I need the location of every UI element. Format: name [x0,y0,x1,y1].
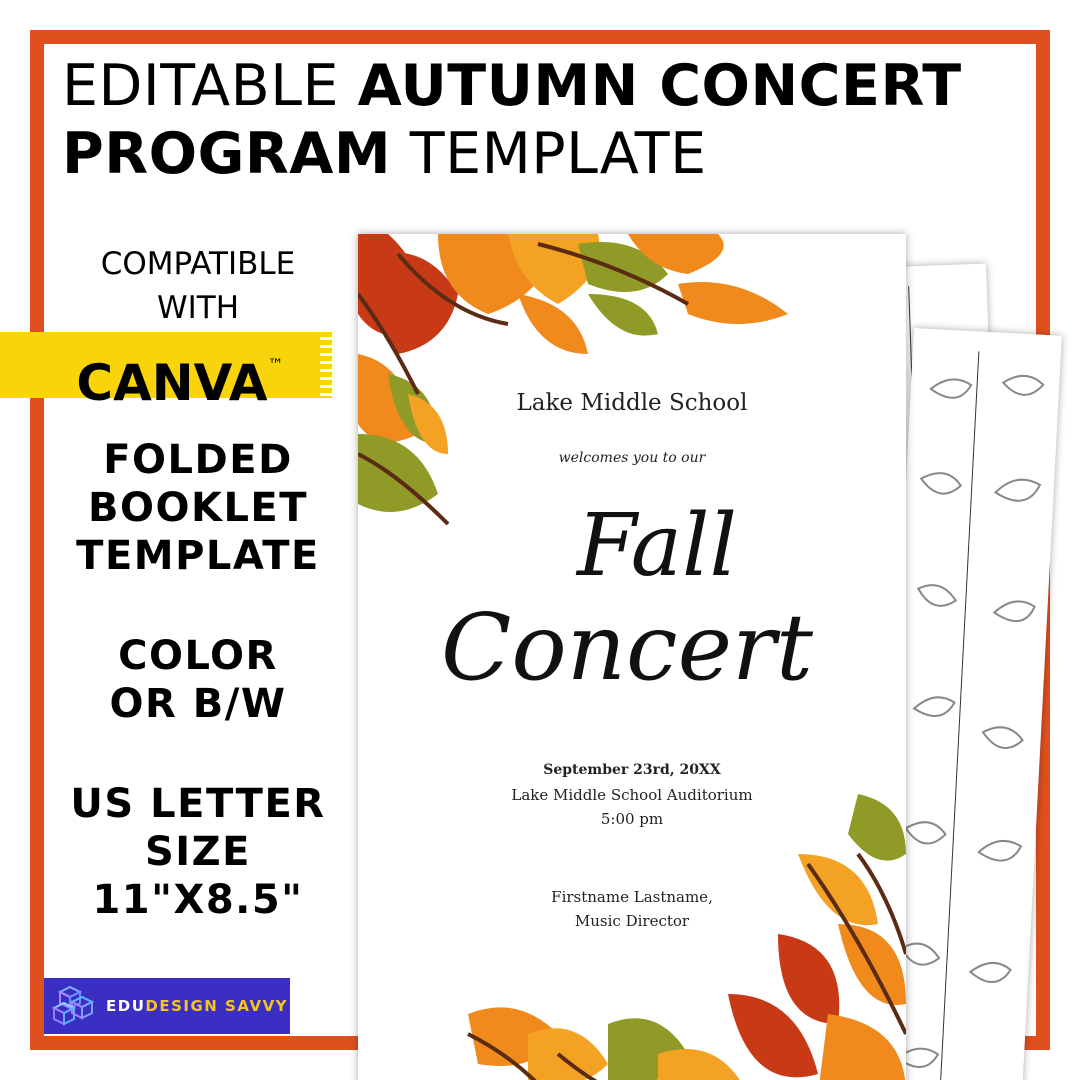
feature-color-line-1: COLOR [118,633,278,679]
headline-line-1 [62,52,1042,120]
brand-logo-design-savvy: DESIGN SAVVY [145,997,289,1015]
leaves-bottom-center [468,1007,748,1080]
brand-logo [44,978,290,1034]
welcome-text: welcomes you to our [558,450,706,466]
feature-size-line-3: 11"X8.5" [92,877,304,923]
school-name: Lake Middle School [516,390,748,416]
headline-editable: EDITABLE [62,53,339,119]
feature-color [48,632,348,728]
program-cover [358,234,906,1080]
feature-booklet-line-2: BOOKLET [87,485,309,531]
title-fall: Fall [576,496,738,596]
feature-booklet-line-1: FOLDED [103,437,293,483]
compat-line-1: COMPATIBLE [100,246,296,282]
concert-venue: Lake Middle School Auditorium [511,786,753,804]
compatibility-label [48,242,348,330]
feature-size [48,780,348,924]
director-name: Firstname Lastname, [551,888,713,906]
feature-size-line-1: US LETTER [70,781,326,827]
title-concert: Concert [441,594,813,701]
brand-logo-text [106,997,288,1015]
headline-autumn-concert: AUTUMN CONCERT [357,53,962,119]
headline-line-2 [62,120,1042,188]
feature-booklet [48,436,348,580]
trademark-mark: ™ [267,355,284,374]
cube-logo-icon [44,978,106,1034]
headline [62,52,1042,188]
concert-time: 5:00 pm [600,810,664,828]
concert-date: September 23rd, 20XX [543,762,721,778]
headline-template: TEMPLATE [409,121,707,187]
leaves-top-left [358,234,788,524]
canva-brand-label [0,336,360,412]
canva-word: CANVA [76,354,268,412]
compat-line-2: WITH [156,290,240,326]
leaves-bottom-right [728,794,906,1080]
brand-logo-edu: EDU [106,997,146,1015]
feature-size-line-2: SIZE [144,829,252,875]
headline-program: PROGRAM [62,121,392,187]
feature-booklet-line-3: TEMPLATE [76,533,320,579]
feature-color-line-2: OR B/W [109,681,287,727]
director-role: Music Director [574,912,690,930]
